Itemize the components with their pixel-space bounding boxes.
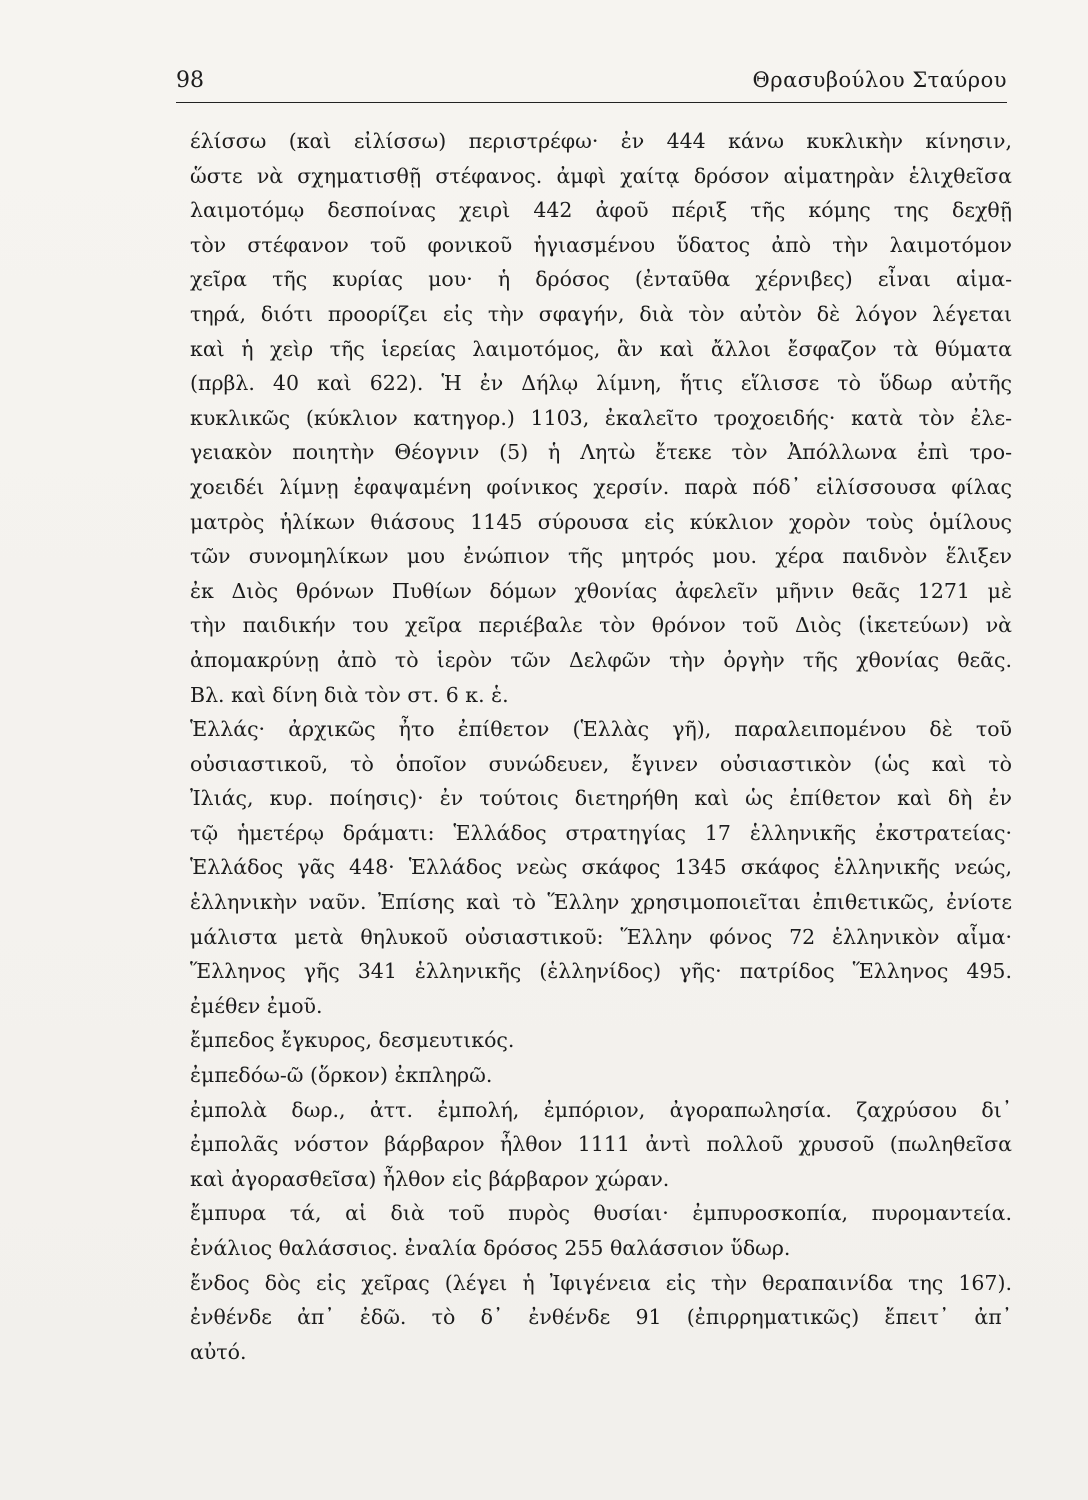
text-line: τηρά, διότι προορίζει εἰς τὴν σφαγήν, διὰ τὸν αὐτὸν δὲ λόγον λέγεται [190, 301, 1012, 326]
text-line: τῷ ἡμετέρῳ δράματι: Ἑλλάδος στρατηγίας 17 ἑλληνικῆς ἐκστρατείας· [190, 820, 1012, 845]
page-number: 98 [176, 68, 204, 93]
text-line: χεῖρα τῆς κυρίας μου· ἡ δρόσος (ἐνταῦθα χέρνιβες) εἶναι αἱμα- [190, 267, 1012, 292]
text-line: γειακὸν ποιητὴν Θέογνιν (5) ἡ Λητὼ ἔτεκε τὸν Ἀπόλλωνα ἐπὶ τρο- [190, 440, 1012, 465]
text-line: ἐμέθεν ἐμοῦ. [190, 993, 323, 1018]
text-line: ἔμπυρα τά, αἱ διὰ τοῦ πυρὸς θυσίαι· ἐμπυροσκοπία, πυρομαντεία. [190, 1201, 1012, 1226]
text-line: ἐμπεδόω-ῶ (ὅρκον) ἐκπληρῶ. [190, 1063, 493, 1088]
text-line: αὐτό. [190, 1339, 247, 1364]
text-line: Ἑλλάδος γᾶς 448· Ἑλλάδος νεὼς σκάφος 1345 σκάφος ἑλληνικῆς νεώς, [190, 855, 1012, 880]
text-line: (πρβλ. 40 καὶ 622). Ἡ ἐν Δήλῳ λίμνη, ἥτις εἵλισσε τὸ ὕδωρ αὐτῆς [190, 371, 1012, 396]
text-line: τὸν στέφανον τοῦ φονικοῦ ἡγιασμένου ὕδατος ἀπὸ τὴν λαιμοτόμον [190, 232, 1012, 257]
text-line: τῶν συνομηλίκων μου ἐνώπιον τῆς μητρός μου. χέρα παιδνὸν ἕλιξεν [190, 544, 1012, 569]
text-line: Ἰλιάς, κυρ. ποίησις)· ἐν τούτοις διετηρήθη καὶ ὡς ἐπίθετον καὶ δὴ ἐν [190, 786, 1012, 811]
text-line: καὶ ἡ χεὶρ τῆς ἱερείας λαιμοτόμος, ἂν καὶ ἄλλοι ἔσφαζον τὰ θύματα [190, 336, 1012, 361]
text-line: τὴν παιδικήν του χεῖρα περιέβαλε τὸν θρόνον τοῦ Διὸς (ἱκετεύων) νὰ [190, 613, 1012, 638]
text-line: ματρὸς ἡλίκων θιάσους 1145 σύρουσα εἰς κύκλιον χορὸν τοὺς ὁμίλους [190, 509, 1012, 534]
text-line: ἑλληνικὴν ναῦν. Ἐπίσης καὶ τὸ Ἕλλην χρησιμοποιεῖται ἐπιθετικῶς, ἐνίοτε [190, 890, 1012, 915]
text-line: Βλ. καὶ δίνη διὰ τὸν στ. 6 κ. ἑ. [190, 682, 509, 707]
text-line: καὶ ἀγορασθεῖσα) ἦλθον εἰς βάρβαρον χώραν. [190, 1166, 670, 1191]
text-line: ἀπομακρύνῃ ἀπὸ τὸ ἱερὸν τῶν Δελφῶν τὴν ὀργὴν τῆς χθονίας θεᾶς. [190, 647, 1012, 672]
running-title: Θρασυβούλου Σταύρου [752, 68, 1007, 92]
text-line: ὥστε νὰ σχηματισθῇ στέφανος. ἀμφὶ χαίτᾳ δρόσον αἱματηρὰν ἑλιχθεῖσα [190, 163, 1012, 188]
text-line: Ἕλληνος γῆς 341 ἑλληνικῆς (ἑλληνίδος) γῆς· πατρίδος Ἕλληνος 495. [190, 959, 1012, 984]
text-line: λαιμοτόμῳ δεσποίνας χειρὶ 442 ἀφοῦ πέριξ τῆς κόμης της δεχθῇ [190, 198, 1012, 223]
text-line: μάλιστα μετὰ θηλυκοῦ οὐσιαστικοῦ: Ἕλλην φόνος 72 ἑλληνικὸν αἷμα· [190, 924, 1012, 949]
text-line: Ἑλλάς· ἀρχικῶς ἦτο ἐπίθετον (Ἑλλὰς γῆ), παραλειπομένου δὲ τοῦ [190, 717, 1012, 742]
running-header [176, 66, 1007, 103]
text-line: οὐσιαστικοῦ, τὸ ὁποῖον συνώδευεν, ἔγινεν οὐσιαστικὸν (ὡς καὶ τὸ [190, 751, 1012, 776]
text-line: ἐκ Διὸς θρόνων Πυθίων δόμων χθονίας ἀφελεῖν μῆνιν θεᾶς 1271 μὲ [190, 578, 1012, 603]
text-line: κυκλικῶς (κύκλιον κατηγορ.) 1103, ἐκαλεῖτο τροχοειδής· κατὰ τὸν ἐλε- [190, 405, 1012, 430]
text-line: ἔνδος δὸς εἰς χεῖρας (λέγει ἡ Ἰφιγένεια εἰς τὴν θεραπαινίδα της 167). [190, 1270, 1012, 1295]
glossary-text [190, 124, 1012, 1369]
text-line: ἐνθένδε ἀπ᾽ ἐδῶ. τὸ δ᾽ ἐνθένδε 91 (ἐπιρρηματικῶς) ἔπειτ᾽ ἀπ᾽ [190, 1305, 1012, 1330]
text-line: ἔμπεδος ἔγκυρος, δεσμευτικός. [190, 1028, 515, 1053]
text-line: ἐνάλιος θαλάσσιος. ἐναλία δρόσος 255 θαλάσσιον ὕδωρ. [190, 1236, 791, 1260]
text-line: ἐμπολᾶς νόστον βάρβαρον ἦλθον 1111 ἀντὶ πολλοῦ χρυσοῦ (πωληθεῖσα [190, 1132, 1012, 1157]
text-line: έλίσσω (καὶ εἰλίσσω) περιστρέφω· ἐν 444 κάνω κυκλικὴν κίνησιν, [190, 129, 1012, 153]
text-line: ἐμπολὰ δωρ., ἀττ. ἐμπολή, ἐμπόριον, ἀγοραπωλησία. ζαχρύσου δι᾽ [190, 1097, 1012, 1122]
text-line: χοειδέι λίμνῃ ἐφαψαμένη φοίνικος χερσίν. παρὰ πόδ᾽ εἰλίσσουσα φίλας [190, 474, 1012, 499]
